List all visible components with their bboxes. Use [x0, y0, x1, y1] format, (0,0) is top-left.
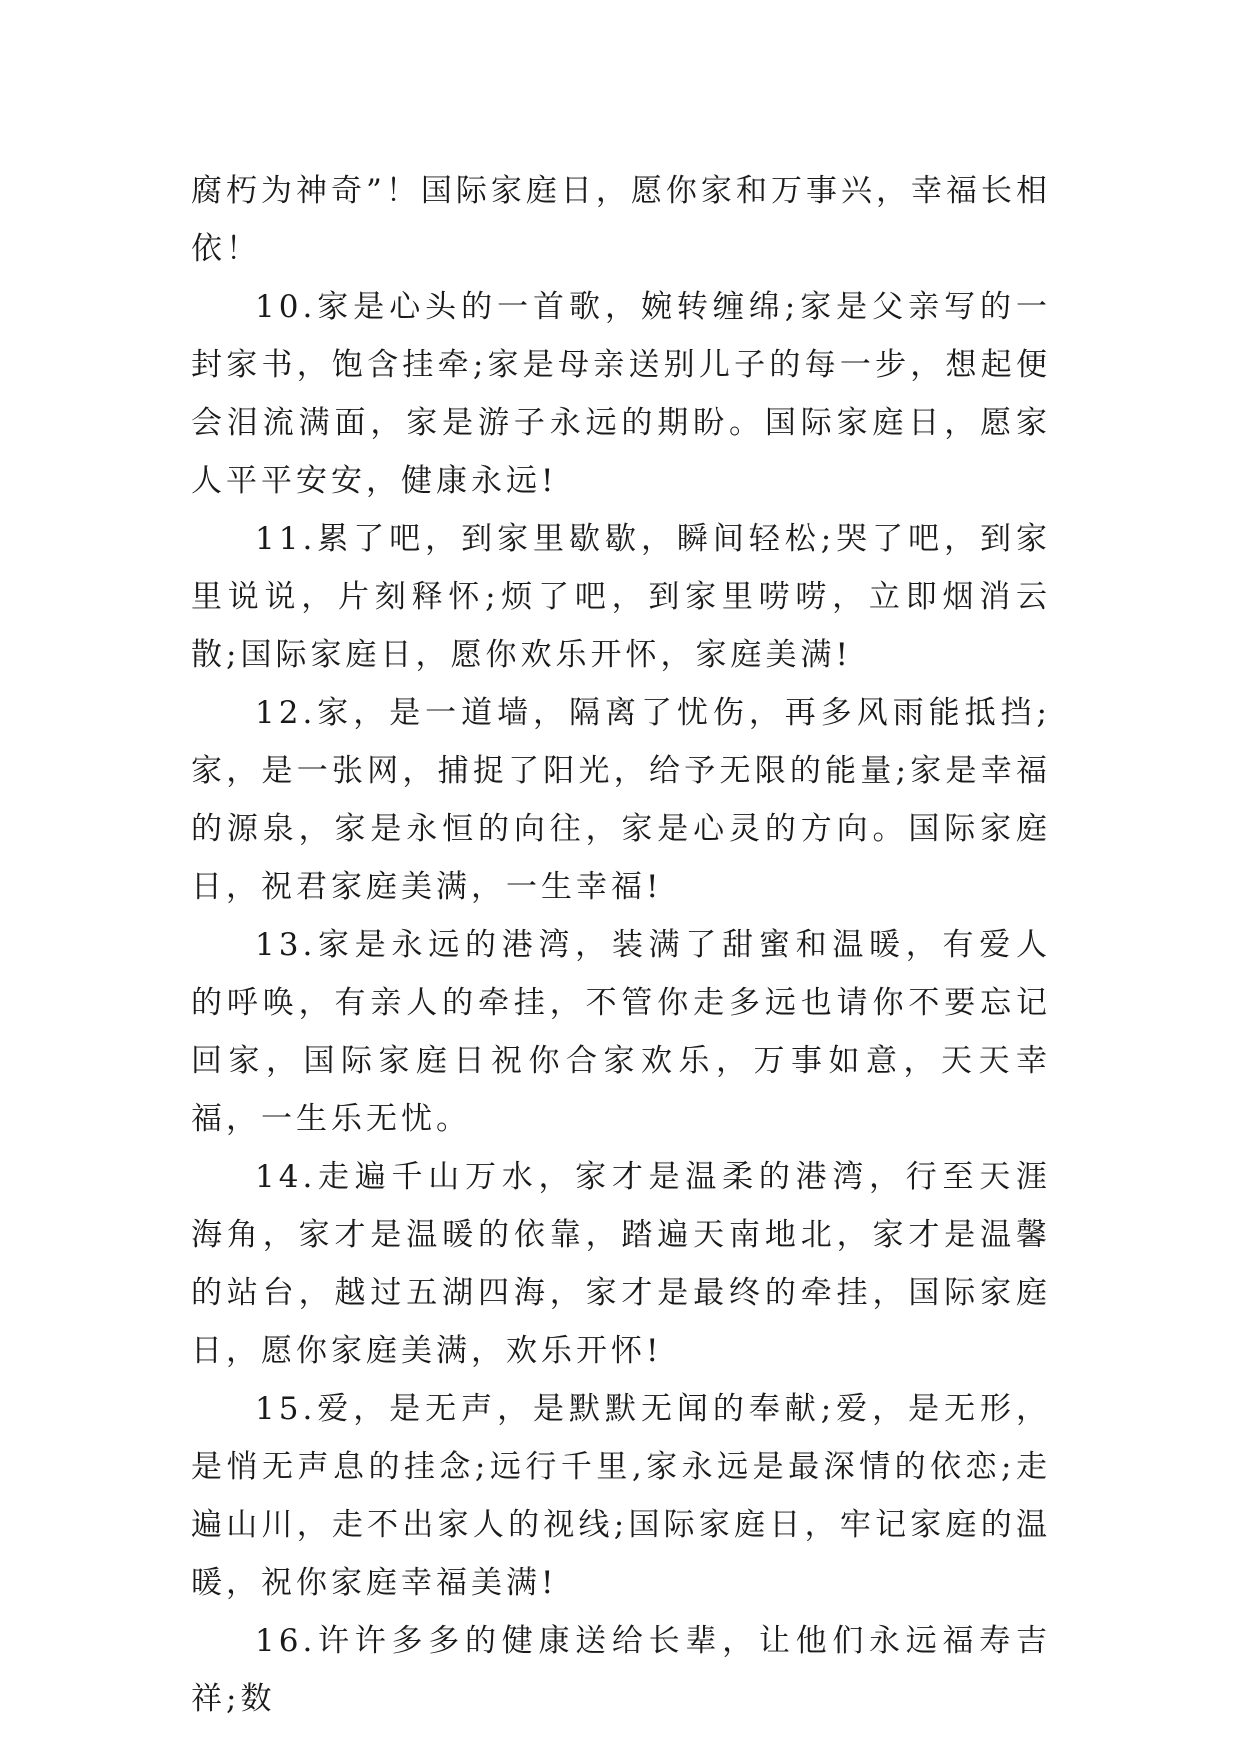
paragraph-item-12: 12.家，是一道墙，隔离了忧伤，再多风雨能抵挡;家，是一张网，捕捉了阳光，给予无限的能量;家是幸福的源泉，家是永恒的向往，家是心灵的方向。国际家庭日，祝君家庭美满，一生幸福!	[191, 695, 1051, 905]
document-body	[191, 162, 1051, 1728]
paragraph-continuation: 腐朽为神奇”！国际家庭日，愿你家和万事兴，幸福长相依！	[191, 173, 1051, 267]
paragraph-item-11: 11.累了吧，到家里歇歇，瞬间轻松;哭了吧，到家里说说，片刻释怀;烦了吧，到家里唠唠，立即烟消云散;国际家庭日，愿你欢乐开怀，家庭美满!	[191, 521, 1051, 673]
paragraph-item-14: 14.走遍千山万水，家才是温柔的港湾，行至天涯海角，家才是温暖的依靠，踏遍天南地北，家才是温馨的站台，越过五湖四海，家才是最终的牵挂，国际家庭日，愿你家庭美满，欢乐开怀!	[191, 1159, 1051, 1369]
paragraph-item-15: 15.爱，是无声，是默默无闻的奉献;爱，是无形，是悄无声息的挂念;远行千里,家永远是最深情的依恋;走遍山川，走不出家人的视线;国际家庭日，牢记家庭的温暖，祝你家庭幸福美满!	[191, 1391, 1051, 1601]
paragraph-item-10: 10.家是心头的一首歌，婉转缠绵;家是父亲写的一封家书，饱含挂牵;家是母亲送别儿子的每一步，想起便会泪流满面，家是游子永远的期盼。国际家庭日，愿家人平平安安，健康永远!	[191, 289, 1051, 499]
paragraph-item-13: 13.家是永远的港湾，装满了甜蜜和温暖，有爱人的呼唤，有亲人的牵挂，不管你走多远也请你不要忘记回家，国际家庭日祝你合家欢乐，万事如意，天天幸福，一生乐无忧。	[191, 927, 1051, 1137]
paragraph-item-16: 16.许许多多的健康送给长辈，让他们永远福寿吉祥;数	[191, 1623, 1051, 1717]
